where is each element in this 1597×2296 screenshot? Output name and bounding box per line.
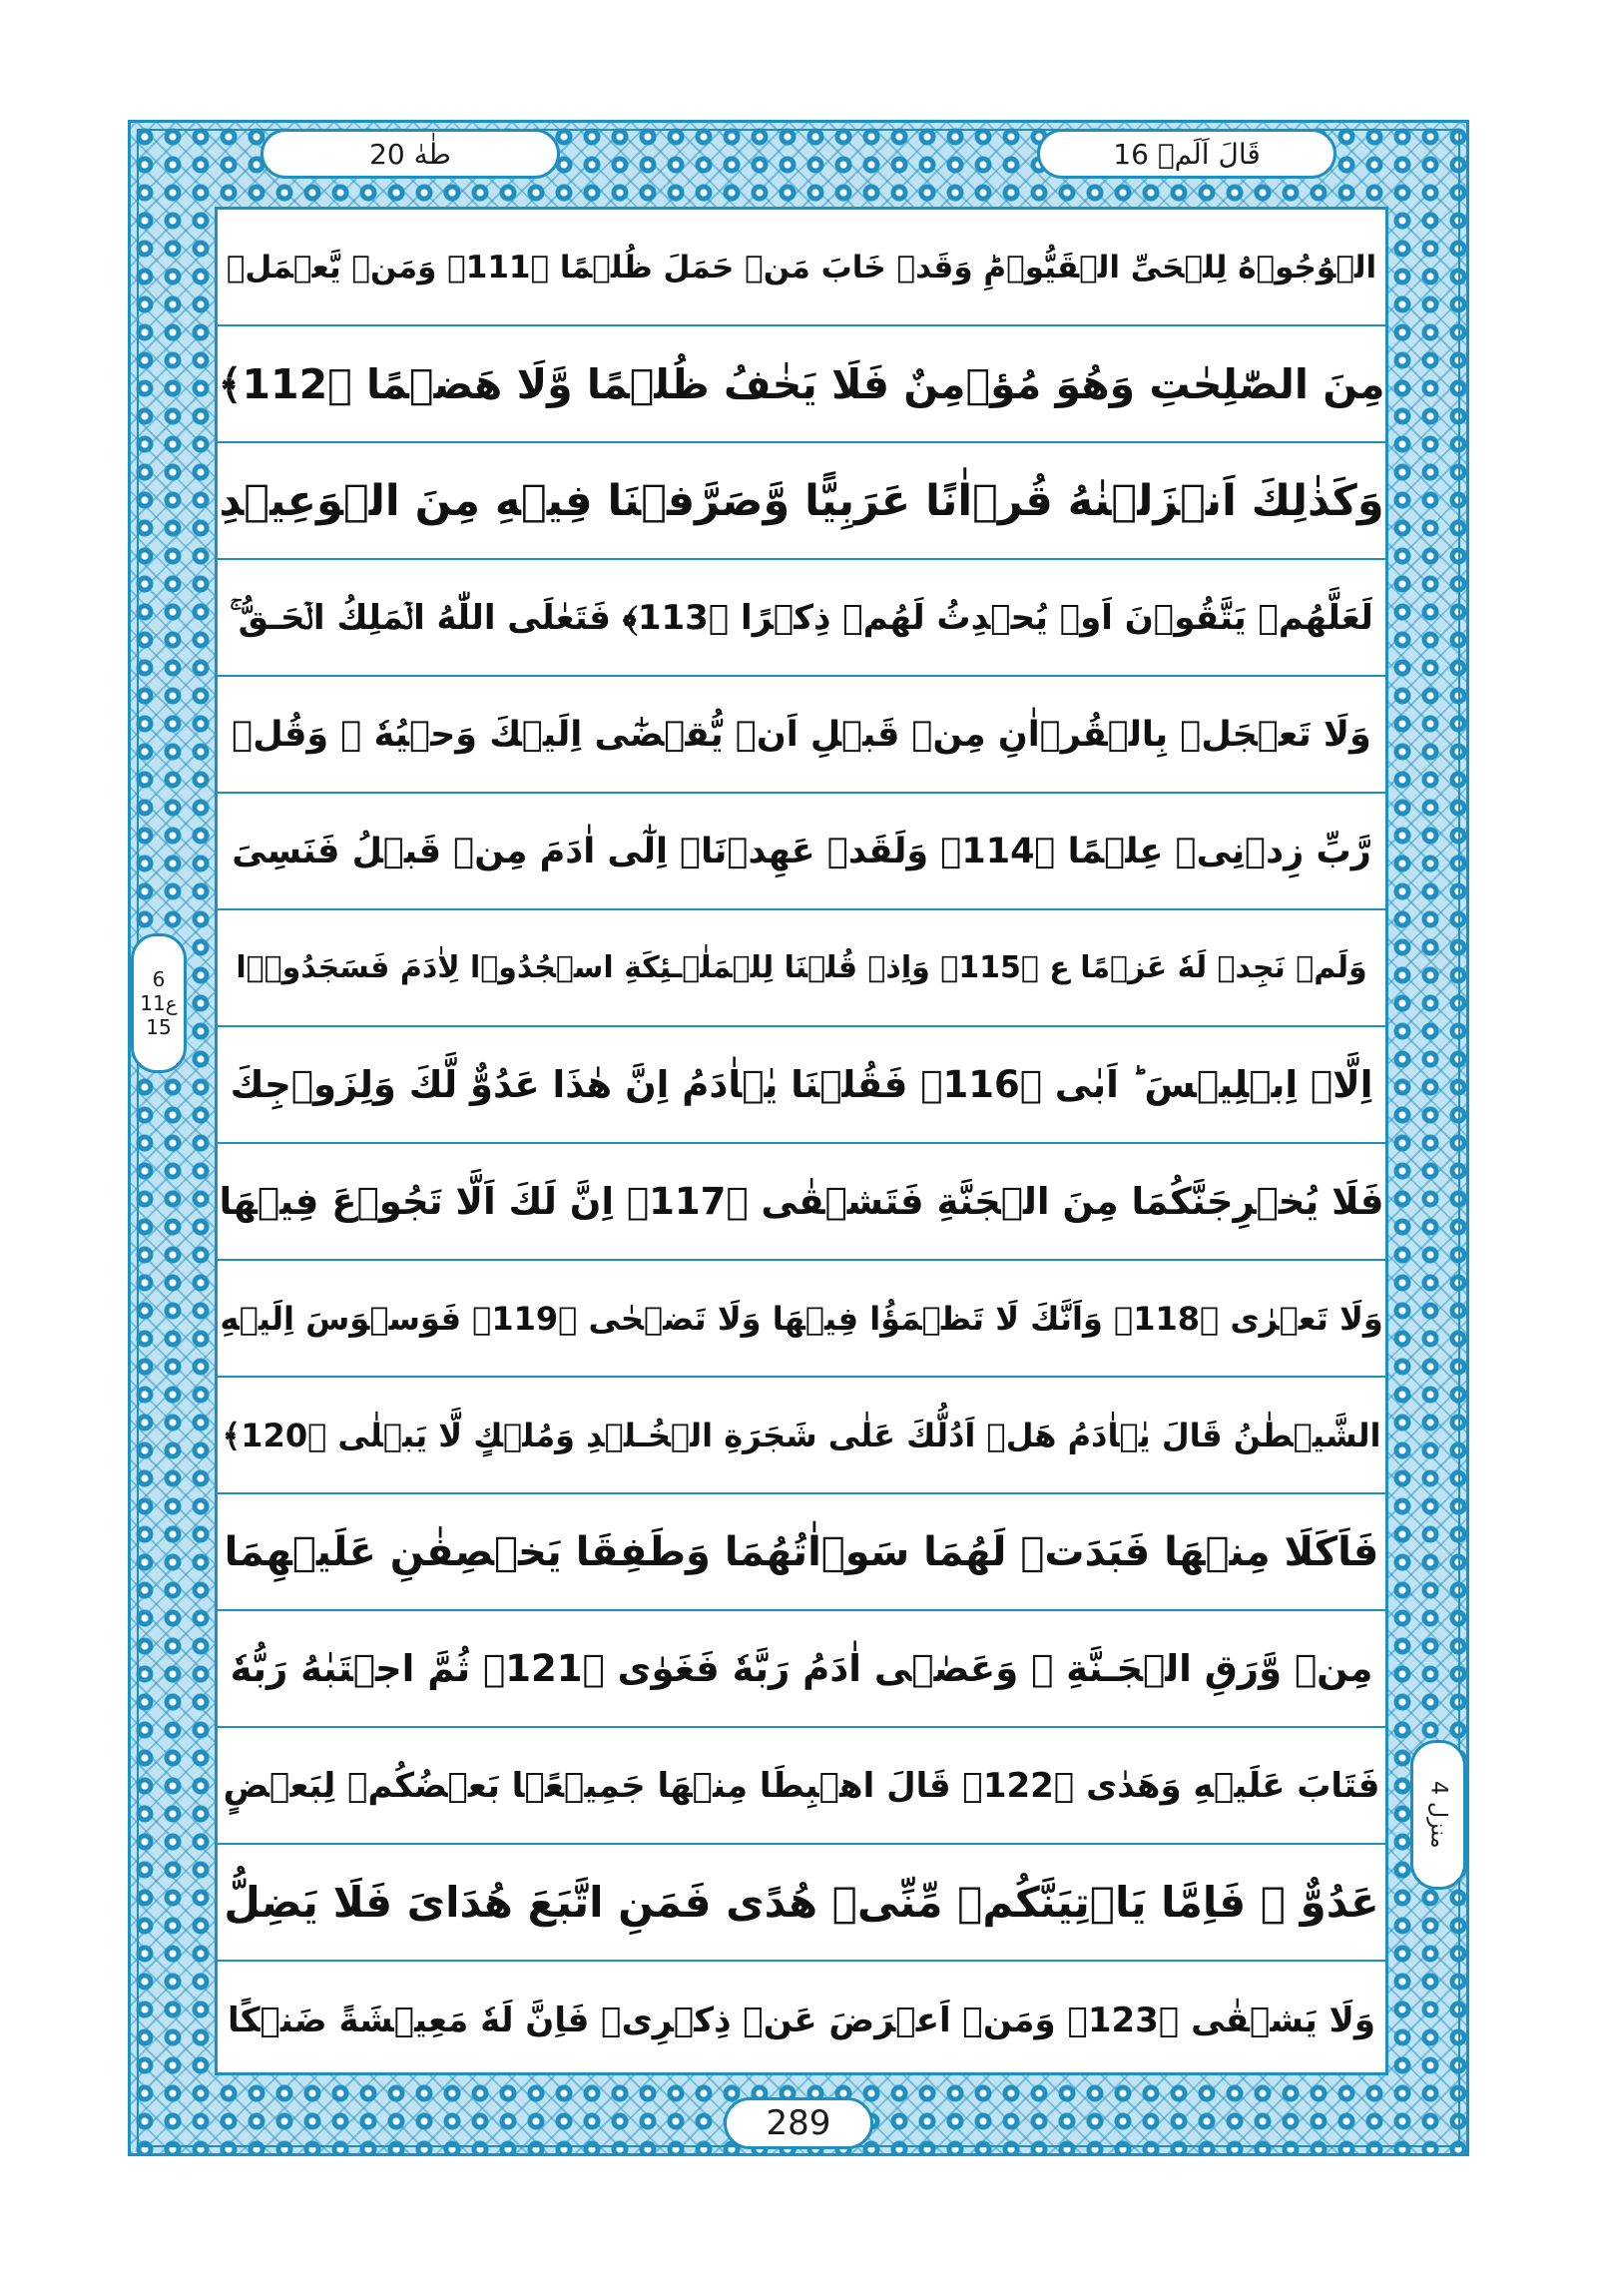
manzil-marker — [1410, 1740, 1466, 1890]
verse-line-3: وَكَذٰلِكَ اَنۡزَلۡنٰهُ قُرۡاٰنًا عَرَبِيًّا وَّصَرَّفۡنَا فِيۡهِ مِنَ الۡوَعِيۡدِ — [218, 443, 1385, 560]
verse-line-10: وَلَا تَعۡرٰى ﴿118﴾ وَاَنَّكَ لَا تَظۡمَؤُا فِيۡهَا وَلَا تَضۡحٰى ﴿119﴾ فَوَسۡوَسَ اِلَيۡهِ — [218, 1261, 1385, 1378]
verse-line-6: رَّبِّ زِدۡنِىۡ عِلۡمًا ﴿114﴾ وَلَقَدۡ عَهِدۡنَاۤ اِلٰٓى اٰدَمَ مِنۡ قَبۡلُ فَنَسِىَ — [218, 794, 1385, 910]
ruku-marker — [131, 933, 187, 1073]
surah-name-header: طٰهٰ 20 — [261, 129, 560, 179]
ornamental-border-frame — [128, 120, 1469, 2156]
ruku-marker-bottom: 15 — [146, 1015, 172, 1039]
verse-line-11: الشَّيۡطٰنُ قَالَ يٰۤاٰدَمُ هَلۡ اَدُلُّكَ عَلٰى شَجَرَةِ الۡخُـلۡدِ وَمُلۡكٍ لَّا يَبۡلٰى ﴿120﴾ — [218, 1378, 1385, 1494]
verse-line-14: فَتَابَ عَلَيۡهِ وَهَدٰى ﴿122﴾ قَالَ اهۡبِطَا مِنۡهَا جَمِيۡعًۢا‌ بَعۡضُكُمۡ لِبَعۡضٍ — [218, 1728, 1385, 1845]
para-name-header: قَالَ اَلَمۡ 16 — [1037, 129, 1336, 179]
verse-line-2: مِنَ الصّٰلِحٰتِ وَهُوَ مُؤۡمِنٌ فَلَا يَخٰفُ ظُلۡمًا وَّلَا هَضۡمًا ﴿112﴾ — [218, 326, 1385, 443]
verse-line-16: وَلَا يَشۡقٰى ﴿123﴾ وَمَنۡ اَعۡرَضَ عَنۡ ذِكۡرِىۡ فَاِنَّ لَهٗ مَعِيۡشَةً ضَنۡكًا — [227, 2000, 1376, 2040]
manzil-marker-label: منزل 4 — [1425, 1781, 1451, 1849]
page-number: 289 — [724, 2097, 873, 2149]
verse-line-1: الۡوُجُوۡهُ لِلۡحَىِّ الۡقَيُّوۡمِؕ وَقَدۡ خَابَ مَنۡ حَمَلَ ظُلۡمًا ﴿111﴾ وَمَنۡ يَّعۡمَلۡ — [218, 210, 1385, 326]
verse-line-12: فَاَكَلَا مِنۡهَا فَبَدَتۡ لَهُمَا سَوۡاٰتُهُمَا وَطَفِقَا يَخۡصِفٰنِ عَلَيۡهِمَا — [218, 1494, 1385, 1611]
ruku-marker-middle: 11ع — [140, 991, 178, 1015]
quran-text-panel — [215, 207, 1388, 2075]
verse-line-8: اِلَّاۤ اِبۡلِيۡسَ ؕ اَبٰى ﴿116﴾ فَقُلۡنَا يٰۤاٰدَمُ اِنَّ هٰذَا عَدُوٌّ لَّكَ وَلِزَوۡجِكَ — [218, 1027, 1385, 1144]
verse-line-15: عَدُوٌّ ۚ فَاِمَّا يَاۡتِيَنَّكُمۡ مِّنِّىۡ هُدًى فَمَنِ اتَّبَعَ هُدَاىَ فَلَا يَضِلُّ — [218, 1845, 1385, 1962]
verse-line-9: فَلَا يُخۡرِجَنَّكُمَا مِنَ الۡجَنَّةِ فَتَشۡقٰى ﴿117﴾ اِنَّ لَكَ اَلَّا تَجُوۡعَ فِيۡهَا — [218, 1144, 1385, 1261]
verse-line-13: مِنۡ وَّرَقِ الۡجَـنَّةِ‌ ۚ وَعَصٰۤى اٰدَمُ رَبَّهٗ فَغَوٰى ﴿121﴾ ثُمَّ اجۡتَبٰهُ رَبُّهٗ — [218, 1611, 1385, 1728]
verse-line-7: وَلَمۡ نَجِدۡ لَهٗ عَزۡمًا ع ﴿115﴾ وَاِذۡ قُلۡنَا لِلۡمَلٰۤـئِكَةِ اسۡجُدُوۡا لِاٰدَمَ فَسَجَدُوۡۤا — [218, 910, 1385, 1027]
verse-line-4: لَعَلَّهُمۡ يَتَّقُوۡنَ اَوۡ يُحۡدِثُ لَهُمۡ ذِكۡرًا ﴿113﴾ فَتَعٰلَى اللّٰهُ الۡمَلِكُ الۡحَـقُّ‌ ۚ — [218, 560, 1385, 677]
verse-line-5: وَلَا تَعۡجَلۡ بِالۡقُرۡاٰنِ مِنۡ قَبۡلِ اَنۡ يُّقۡضٰٓى اِلَيۡكَ وَحۡيُهٗ‌ ۖ وَقُلۡ — [218, 677, 1385, 794]
ruku-marker-top: 6 — [152, 967, 166, 991]
